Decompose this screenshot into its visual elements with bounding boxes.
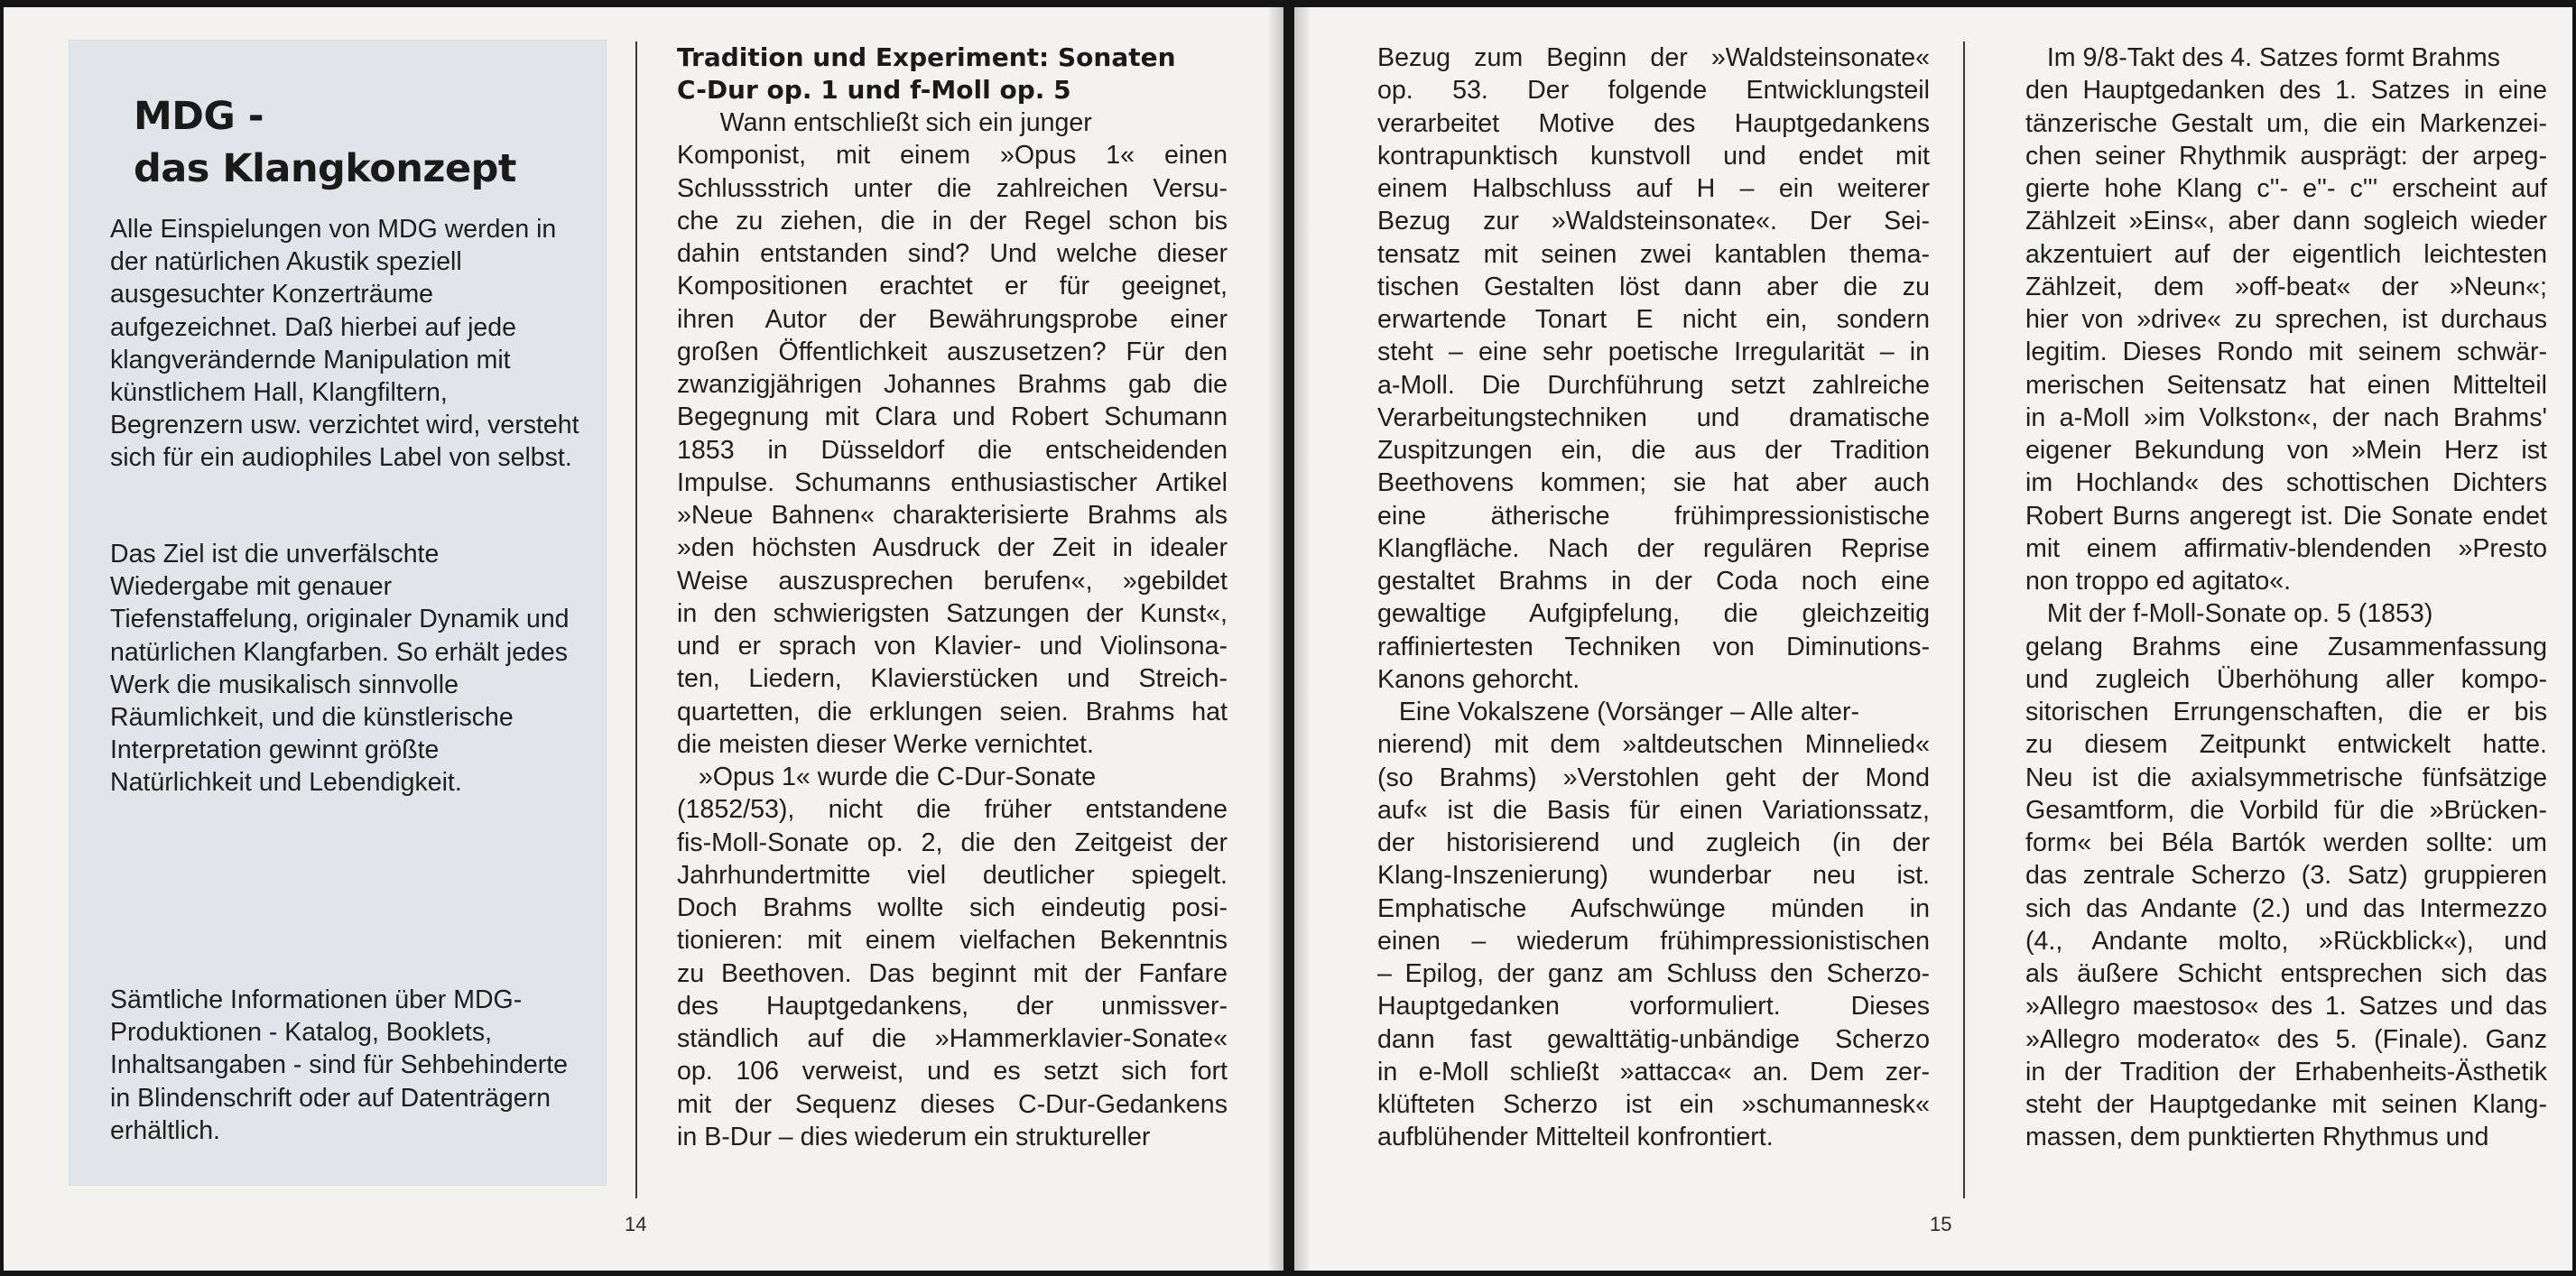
text-line: form« bei Béla Bartók werden sollte: um <box>2025 828 2547 857</box>
text-line: und er sprach von Klavier- und Violinsona- <box>677 632 1228 661</box>
text-line: Begegnung mit Clara und Robert Schumann <box>677 402 1228 432</box>
text-line: Weise auszusprechen berufen«, »gebildet <box>677 566 1228 596</box>
text-line: gewaltige Aufgipfelung, die gleichzeitig <box>1377 599 1930 629</box>
text-line: Eine Vokalszene (Vorsänger – Alle alter- <box>1377 698 1860 726</box>
text-line: zu Beethoven. Das beginnt mit der Fanfare <box>677 958 1228 988</box>
text-line: – Epilog, der ganz am Schluss den Scherzo- <box>1377 959 1930 988</box>
text-column-right-page-2 <box>2025 42 2547 1154</box>
text-line: nierend) mit dem »altdeutschen Minnelied« <box>1377 730 1930 760</box>
text-line: ihren Autor der Bewährungsprobe einer <box>677 304 1228 334</box>
text-line: kontrapunktisch kunstvoll und endet mit <box>1377 141 1930 171</box>
text-line: gelang Brahms eine Zusammenfassung <box>2025 632 2547 661</box>
text-line: in den schwierigsten Satzungen der Kunst«, <box>677 598 1228 628</box>
text-line: Zuspitzungen ein, die aus der Tradition <box>1377 436 1930 465</box>
text-line: hier von »drive« zu sprechen, ist durchaus <box>2025 305 2547 334</box>
text-line: das zentrale Scherzo (3. Satz) gruppieren <box>2025 861 2547 891</box>
text-line: Zählzeit »Eins«, aber dann sogleich wieder <box>2025 207 2547 236</box>
text-line: tionieren: mit einem vielfachen Bekenntnis <box>677 926 1228 956</box>
page-number-left: 14 <box>625 1213 647 1235</box>
text-line: zu diesem Zeitpunkt entwickelt hatte. <box>2025 730 2547 760</box>
text-line: »Neue Bahnen« charakterisierte Brahms als <box>677 501 1228 530</box>
text-line: 1853 in Düsseldorf die entscheidenden <box>677 435 1228 465</box>
text-line: Emphatische Aufschwünge münden in <box>1377 893 1930 923</box>
text-line: legitim. Dieses Rondo mit seinem schwär- <box>2025 337 2547 367</box>
text-line: Beethovens kommen; sie hat aber auch <box>1377 468 1930 498</box>
section-heading-line-2: C-Dur op. 1 und f-Moll op. 5 <box>677 75 1071 106</box>
text-line: raffiniertesten Techniken von Diminutions- <box>1377 632 1930 661</box>
text-line: den Hauptgedanken des 1. Satzes in eine <box>2025 76 2547 106</box>
text-line: ten, Liedern, Klavierstücken und Streich- <box>677 664 1228 694</box>
text-line: in B-Dur – dies wiederum ein struktureller <box>677 1122 1151 1151</box>
text-line: Klangfläche. Nach der regulären Reprise <box>1377 533 1930 563</box>
text-line: Kanons gehorcht. <box>1377 664 1580 694</box>
text-line: Neu ist die axialsymmetrische fünfsätzige <box>2025 763 2547 792</box>
text-line: merischen Seitensatz hat einen Mittelteil <box>2025 370 2547 400</box>
text-line: im Hochland« des schottischen Dichters <box>2025 468 2547 498</box>
text-line: steht der Hauptgedanke mit seinen Klang- <box>2025 1090 2547 1119</box>
text-line: massen, dem punktierten Rhythmus und <box>2025 1123 2489 1152</box>
text-line: »Allegro maestoso« des 1. Satzes und das <box>2025 992 2547 1022</box>
text-line: erwartende Tonart E nicht ein, sondern <box>1377 305 1930 334</box>
booklet-page-right <box>1294 7 2572 1271</box>
text-line: eigener Bekundung von »Mein Herz ist <box>2025 436 2547 465</box>
text-line: und zugleich Überhöhung aller kompo- <box>2025 664 2547 694</box>
text-line: Schlussstrich unter die zahlreichen Versu- <box>677 173 1228 203</box>
text-line: tänzerische Gestalt um, die ein Markenzei- <box>2025 108 2547 138</box>
text-line: Verarbeitungstechniken und dramatische <box>1377 402 1930 432</box>
column-divider-right <box>1963 42 1965 1198</box>
text-line: in a-Moll »im Volkston«, der nach Brahms' <box>2025 402 2547 432</box>
text-line: aufblühender Mittelteil konfrontiert. <box>1377 1123 1774 1152</box>
text-line: Zählzeit, dem »off-beat« der »Neun«; <box>2025 272 2547 301</box>
text-line: tensatz mit seinen zwei kantablen thema- <box>1377 239 1930 269</box>
text-line: chen seiner Rhythmik ausprägt: der arpeg- <box>2025 141 2547 171</box>
text-line: einen – wiederum frühimpressionistischen <box>1377 926 1930 956</box>
text-line: tischen Gestalten löst dann aber die zu <box>1377 272 1930 301</box>
text-line: (4., Andante molto, »Rückblick«), und <box>2025 926 2547 956</box>
text-line: a-Moll. Die Durchführung setzt zahlreiche <box>1377 370 1930 400</box>
text-line: Bezug zur »Waldsteinsonate«. Der Sei- <box>1377 207 1930 236</box>
text-line: Komponist, mit einem »Opus 1« einen <box>677 141 1228 171</box>
text-line: ständlich auf die »Hammerklavier-Sonate« <box>677 1024 1228 1053</box>
text-line: Bezug zum Beginn der »Waldsteinsonate« <box>1377 43 1930 72</box>
text-line: Mit der f-Moll-Sonate op. 5 (1853) <box>2025 599 2433 629</box>
text-line: verarbeitet Motive des Hauptgedankens <box>1377 108 1930 138</box>
text-column-right-page-1 <box>1377 42 1930 1154</box>
text-line: als äußere Schicht entsprechen sich das <box>2025 959 2547 988</box>
text-line: Hauptgedanken vorformuliert. Dieses <box>1377 992 1930 1022</box>
text-line: sitorischen Errungenschaften, die er bis <box>2025 698 2547 726</box>
text-line: Impulse. Schumanns enthusiastischer Artikel <box>677 467 1228 497</box>
text-line: quartetten, die erklungen seien. Brahms hat <box>677 697 1228 726</box>
text-line: fis-Moll-Sonate op. 2, die den Zeitgeist der <box>677 828 1228 857</box>
text-line: Im 9/8-Takt des 4. Satzes formt Brahms <box>2025 43 2500 72</box>
text-line: Doch Brahms wollte sich eindeutig posi- <box>677 893 1228 922</box>
mdg-title-line-2: das Klangkonzept <box>134 146 516 191</box>
text-line: Klang-Inszenierung) wunderbar neu ist. <box>1377 861 1930 891</box>
text-line: op. 53. Der folgende Entwicklungsteil <box>1377 76 1930 106</box>
text-line: eine ätherische frühimpressionistische <box>1377 501 1930 531</box>
text-line: »Opus 1« wurde die C-Dur-Sonate <box>677 763 1097 791</box>
text-line: auf« ist die Basis für einen Variationssatz, <box>1377 795 1930 825</box>
text-line: zwanzigjährigen Johannes Brahms gab die <box>677 370 1228 399</box>
mdg-title-line-1: MDG - <box>134 94 264 139</box>
text-line: (1852/53), nicht die früher entstandene <box>677 795 1228 825</box>
text-line: sich das Andante (2.) und das Intermezzo <box>2025 893 2547 923</box>
section-heading <box>677 42 1219 107</box>
page-number-right: 15 <box>1930 1213 1952 1235</box>
text-line: non troppo ed agitato«. <box>2025 567 2292 596</box>
mdg-paragraph-braille: Sämtliche Informationen über MDG-Produktionen - Katalog, Booklets, Inhaltsangaben - sind für Sehbehinderte in Blindenschrift oder auf Datenträgern erhältlich. <box>110 985 569 1145</box>
mdg-paragraph-recording: Alle Einspielungen von MDG werden in der natürlichen Akustik speziell ausgesuchter Konzerträume aufgezeichnet. Daß hierbei auf jede klangverändernde Manipulation mit künstlichem Hall, Klangfiltern, Begrenzern usw. verzichtet wird, versteht sich für ein audiophiles Label von selbst. <box>110 215 579 473</box>
text-line: des Hauptgedankens, der unmissver- <box>677 991 1228 1021</box>
column-divider-left <box>635 42 637 1198</box>
text-line: Robert Burns angeregt ist. Die Sonate endet <box>2025 501 2547 531</box>
text-line: mit einem affirmativ-blendenden »Presto <box>2025 533 2547 563</box>
mdg-title <box>134 90 516 195</box>
text-line: dahin entstanden sind? Und welche dieser <box>677 239 1228 268</box>
text-line: in der Tradition der Erhabenheits-Ästhetik <box>2025 1057 2547 1086</box>
text-line: Gesamtform, die Vorbild für die »Brücken- <box>2025 795 2547 825</box>
text-line: dann fast gewalttätig-unbändige Scherzo <box>1377 1024 1930 1054</box>
text-line: »den höchsten Ausdruck der Zeit in idealer <box>677 533 1228 563</box>
text-line: akzentuiert auf der eigentlich leichtesten <box>2025 239 2547 269</box>
text-line: der historisierend und zugleich (in der <box>1377 828 1930 857</box>
text-line: steht – eine sehr poetische Irregularität – in <box>1377 337 1930 367</box>
spine-shadow-right <box>1294 7 1311 1271</box>
text-line: klüfteten Scherzo ist ein »schumannesk« <box>1377 1090 1930 1119</box>
text-line: op. 106 verweist, und es setzt sich fort <box>677 1057 1228 1086</box>
text-line: che zu ziehen, die in der Regel schon bis <box>677 206 1228 236</box>
text-line: die meisten dieser Werke vernichtet. <box>677 729 1094 759</box>
text-line: in e-Moll schließt »attacca« an. Dem zer- <box>1377 1057 1930 1086</box>
booklet-page-left <box>4 7 1283 1271</box>
spine-shadow-left <box>1267 7 1283 1271</box>
mdg-paragraph-goal: Das Ziel ist die unverfälschte Wiedergabe mit genauer Tiefenstaffelung, originaler Dynamik und natürlichen Klangfarben. So erhält jedes Werk die musikalisch sinnvolle Räumlichkeit, und die künstlerische Interpretation gewinnt größte Natürlichkeit und Lebendigkeit. <box>110 540 570 798</box>
text-line: mit der Sequenz dieses C-Dur-Gedankens <box>677 1089 1228 1119</box>
text-line: »Allegro moderato« des 5. (Finale). Ganz <box>2025 1024 2547 1054</box>
text-line: gierte hohe Klang c''- e''- c''' erscheint auf <box>2025 174 2547 203</box>
text-column-left-page <box>677 106 1228 1153</box>
text-line: (so Brahms) »Verstohlen geht der Mond <box>1377 763 1930 792</box>
text-line: Kompositionen erachtet er für geeignet, <box>677 272 1228 301</box>
text-line: Jahrhundertmitte viel deutlicher spiegelt. <box>677 860 1228 890</box>
text-line: einem Halbschluss auf H – ein weiterer <box>1377 174 1930 203</box>
section-heading-line-1: Tradition und Experiment: Sonaten <box>677 42 1176 72</box>
text-line: großen Öffentlichkeit auszusetzen? Für den <box>677 337 1228 366</box>
text-line: Wann entschließt sich ein junger <box>677 108 1092 137</box>
mdg-info-box <box>69 40 607 1186</box>
text-line: gestaltet Brahms in der Coda noch eine <box>1377 567 1930 596</box>
